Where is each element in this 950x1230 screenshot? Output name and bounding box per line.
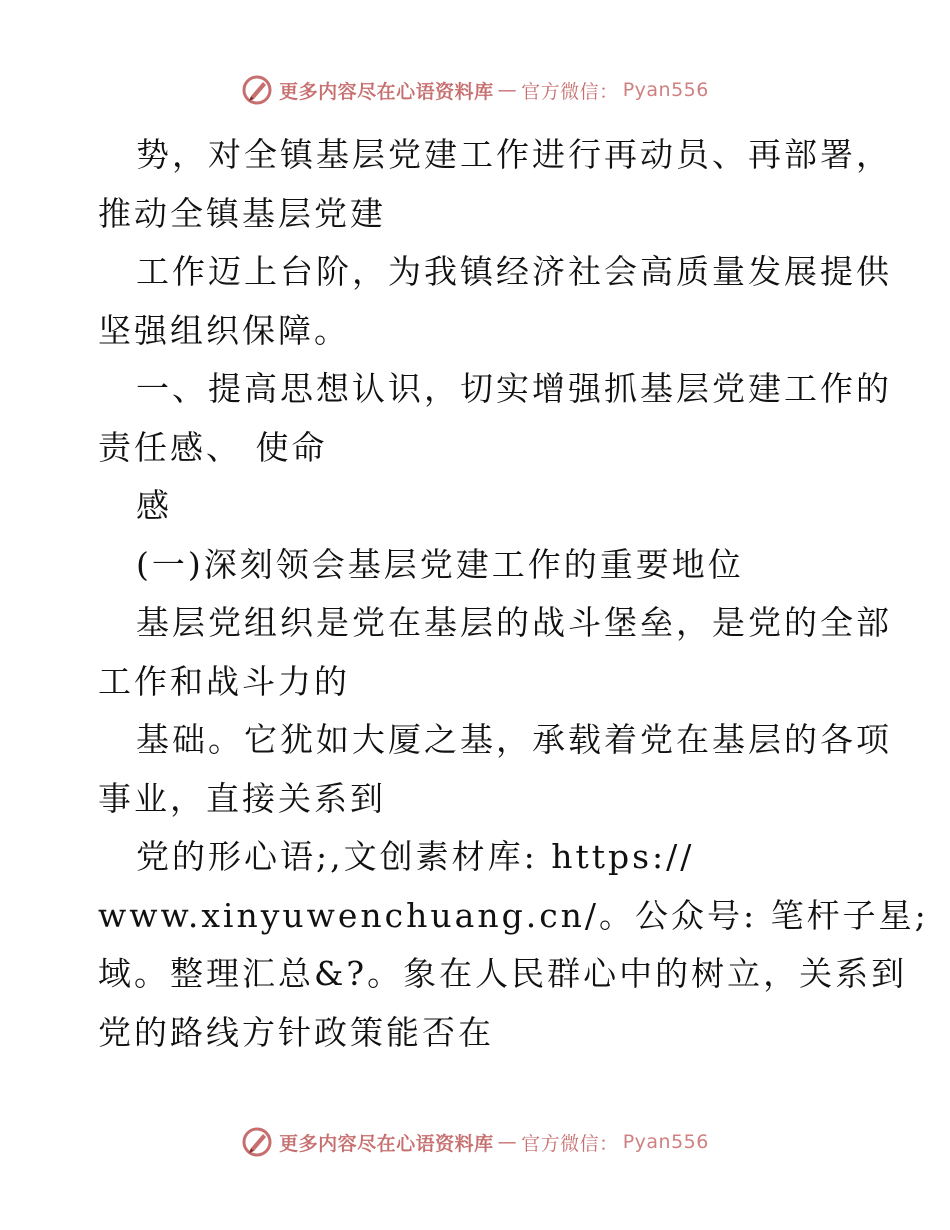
subsection-heading: (一)深刻领会基层党建工作的重要地位 — [136, 544, 744, 584]
footer-watermark — [0, 1126, 950, 1158]
watermark-wechat-id: Pyan556 — [622, 79, 709, 101]
watermark-wechat-label: 官方微信： — [521, 80, 619, 103]
pen-logo-icon — [241, 1126, 273, 1158]
watermark-brand: 更多内容尽在心语资料库 — [279, 1132, 494, 1155]
paragraph-line: 工作迈上台阶，为我镇经济社会高质量发展提供 — [136, 252, 892, 291]
watermark-brand: 更多内容尽在心语资料库 — [279, 80, 494, 103]
header-watermark — [0, 74, 950, 106]
watermark-wechat-id: Pyan556 — [622, 1131, 709, 1153]
section-heading-line: 感 — [136, 486, 172, 525]
paragraph-line: 事业，直接关系到 — [98, 778, 386, 818]
paragraph-line: 工作和战斗力的 — [98, 661, 350, 701]
watermark-wechat-label: 官方微信： — [521, 1132, 619, 1155]
paragraph-line: 推动全镇基层党建 — [98, 193, 386, 233]
paragraph-line: 党的路线方针政策能否在 — [98, 1012, 494, 1052]
pen-logo-icon — [241, 74, 273, 106]
paragraph-line: 势，对全镇基层党建工作进行再动员、再部署， — [136, 135, 892, 174]
paragraph-line: 域。整理汇总&?。象在人民群心中的树立，关系到 — [98, 954, 908, 993]
paragraph-line: www.xinyuwenchuang.cn/。公众号: 笔杆子星; — [98, 895, 929, 935]
paragraph-line: 党的形心语;,文创素材库: https:// — [136, 837, 695, 876]
paragraph-line: 坚强组织保障。 — [98, 310, 350, 350]
section-heading-line: 责任感、 使命 — [98, 427, 328, 467]
watermark-text — [279, 1129, 709, 1156]
document-body — [98, 126, 929, 1062]
section-heading-line: 一、提高思想认识，切实增强抓基层党建工作的 — [136, 369, 892, 408]
watermark-dash: — — [497, 1131, 518, 1153]
watermark-text — [279, 77, 709, 104]
watermark-dash: — — [497, 79, 518, 101]
paragraph-line: 基层党组织是党在基层的战斗堡垒，是党的全部 — [136, 603, 892, 642]
paragraph-line: 基础。它犹如大厦之基，承载着党在基层的各项 — [136, 720, 892, 759]
